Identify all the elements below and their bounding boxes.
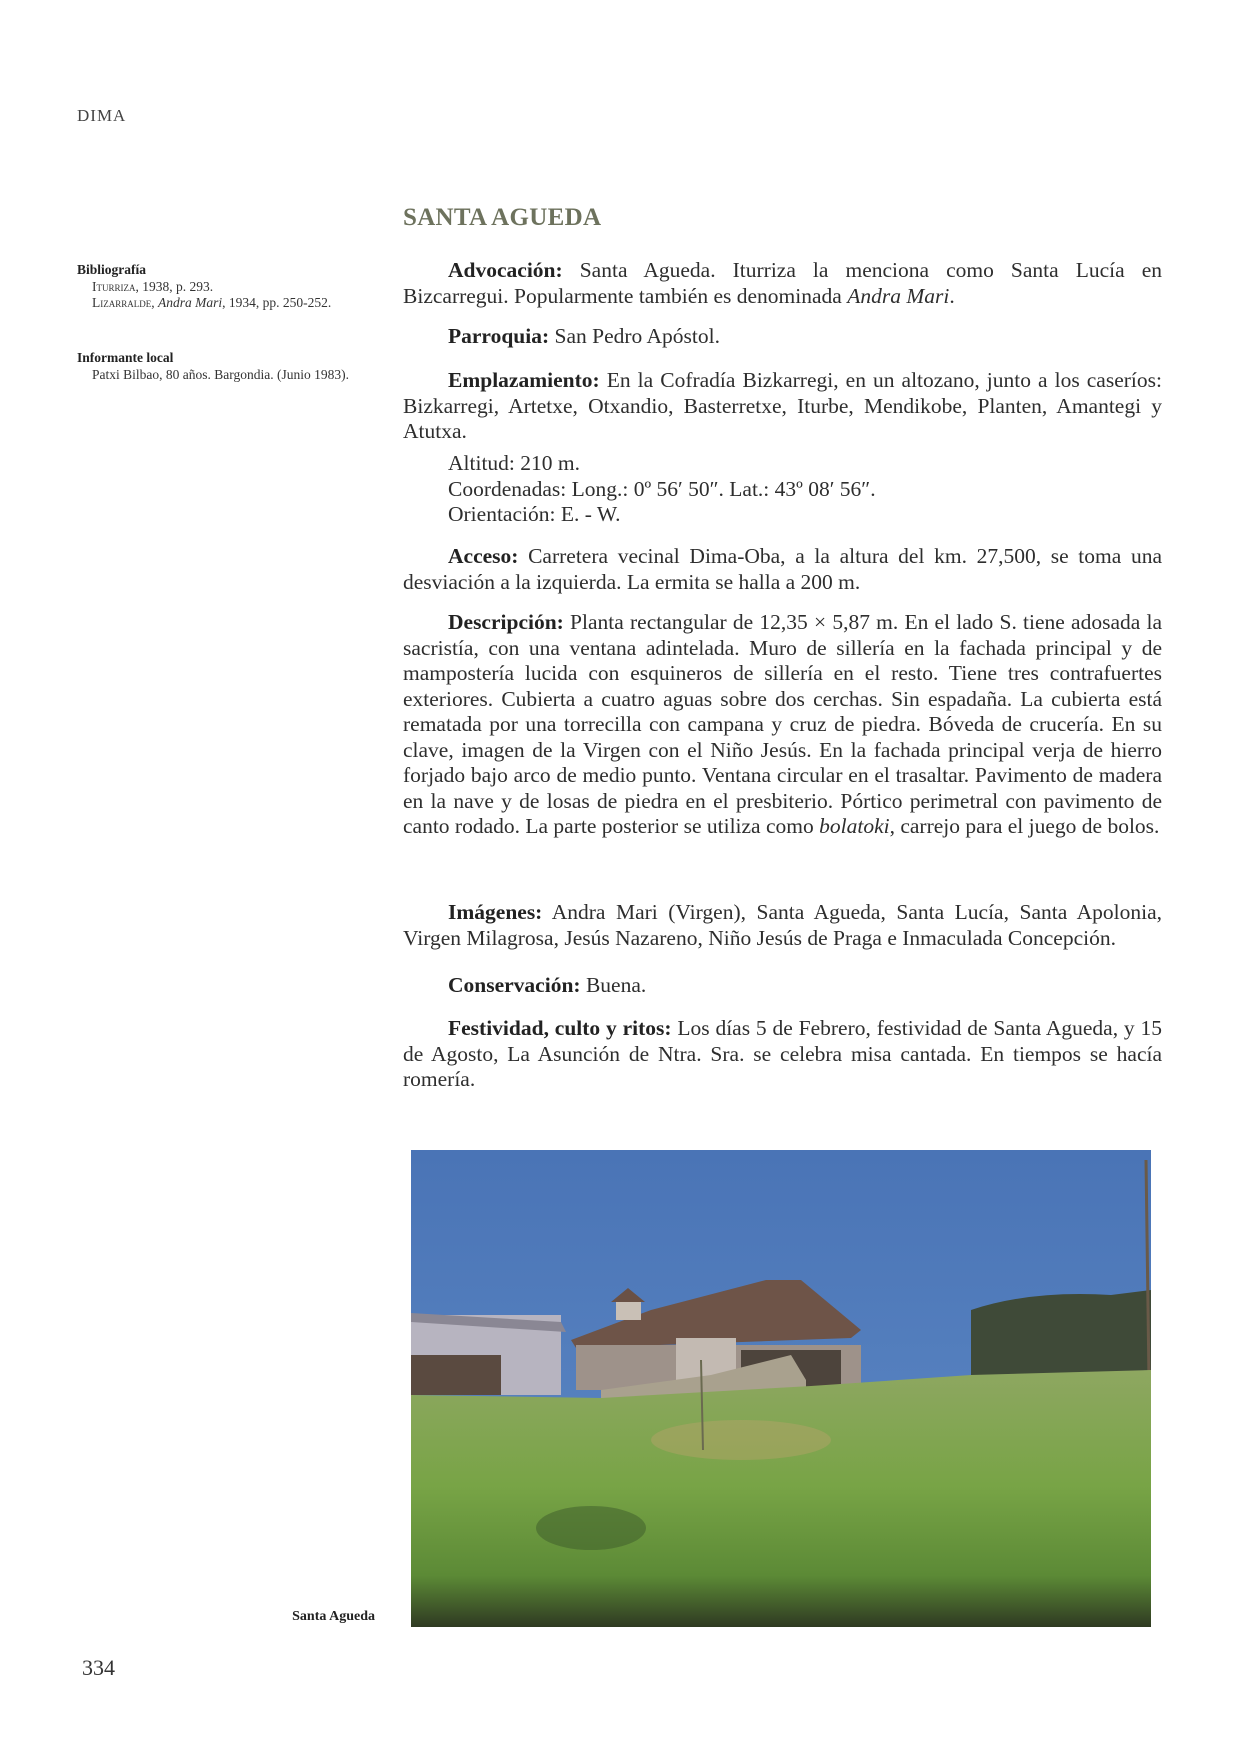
section-advocacion	[403, 258, 1162, 309]
section-parroquia	[403, 324, 1162, 350]
grass-shadow	[536, 1506, 646, 1550]
page-number: 334	[82, 1655, 115, 1680]
text: San Pedro Apóstol.	[549, 324, 720, 348]
italic-text: bolatoki	[819, 814, 890, 838]
informant-text: Patxi Bilbao, 80 años. Bargondia. (Junio 1983).	[92, 366, 349, 382]
bibliography-entry	[77, 295, 377, 312]
label: Conservación:	[448, 973, 581, 997]
orientation: Orientación: E. - W.	[448, 502, 621, 526]
text: Los días 5 de Febrero, festividad de Santa Agueda, y 15 de Agosto, La Asunción de Ntra. Sra. se celebra misa cantada. En tiempos se hacía romería.	[403, 1016, 1162, 1091]
turret-body	[616, 1300, 641, 1320]
label: Acceso:	[448, 544, 519, 568]
hermitage-photo	[411, 1150, 1151, 1627]
text: Buena.	[580, 973, 647, 997]
section-acceso	[403, 544, 1162, 595]
text: Carretera vecinal Dima-Oba, a la altura del km. 27,500, se toma una desviación a la izquierda. La ermita se halla a 200 m.	[403, 544, 1162, 594]
text: Andra Mari (Virgen), Santa Agueda, Santa Lucía, Santa Apolonia, Virgen Milagrosa, Jesús Nazareno, Niño Jesús de Praga e Inmaculada Concepción.	[403, 900, 1162, 950]
citation: , 1934, pp. 250-252.	[222, 295, 332, 310]
bibliography-heading: Bibliografía	[77, 262, 147, 277]
coordinates: Coordenadas: Long.: 0º 56′ 50″. Lat.: 43º 08′ 56″.	[448, 476, 876, 501]
section-descripcion	[403, 610, 1162, 840]
author: Lizarralde	[92, 295, 152, 310]
label: Emplazamiento:	[448, 368, 600, 392]
text: Planta rectangular de 12,35 × 5,87 m. En el lado S. tiene adosada la sacristía, con una ventana adintelada. Muro de sillería en la fachada principal y de mampostería lucida con esquineros de sillería en el resto. Tiene tres contrafuertes exteriores. Cubierta a cuatro aguas sobre dos cerchas. Sin espadaña. La cubierta está rematada por una torrecilla con campana y cruz de piedra. Bóveda de crucería. En su clave, imagen de la Virgen con el Niño Jesús. En la fachada principal verja de hierro forjado bajo arco de medio punto. Ventana circular en el trasaltar. Pavimento de madera en la nave y de losas de piedra en el presbiterio. Pórtico perimetral con pavimento de canto rodado. La parte posterior se utiliza como	[403, 610, 1162, 838]
label: Festividad, culto y ritos:	[448, 1016, 672, 1040]
flower-patch	[651, 1420, 831, 1460]
section-conservacion	[403, 973, 1162, 999]
label: Imágenes:	[448, 900, 543, 924]
hillside	[971, 1290, 1151, 1380]
photo-caption: Santa Agueda	[292, 1609, 375, 1624]
side-building-shadow	[411, 1355, 501, 1395]
italic-text: Andra Mari	[847, 283, 950, 308]
meadow	[411, 1370, 1151, 1627]
label: Parroquia:	[448, 324, 550, 348]
running-head: DIMA	[77, 106, 127, 125]
informant-heading: Informante local	[77, 350, 174, 365]
section-emplazamiento	[403, 368, 1162, 445]
text: En la Cofradía Bizkarregi, en un altozano, junto a los caseríos: Bizkarregi, Artetxe, Otxandio, Basterretxe, Iturbe, Mendikobe, Planten, Amantegi y Atutxa.	[403, 368, 1162, 443]
work-title: Andra Mari	[158, 295, 223, 310]
citation: , 1938, p. 293.	[135, 278, 214, 294]
section-datos	[403, 451, 1207, 528]
section-imagenes	[403, 900, 1162, 951]
text: Santa Agueda. Iturriza la menciona como Santa Lucía en Bizcarregui. Popularmente también es denominada	[403, 258, 1162, 308]
sidebar-bibliography	[77, 262, 377, 312]
altitude: Altitud: 210 m.	[448, 451, 580, 475]
page-title: SANTA AGUEDA	[403, 204, 602, 231]
sidebar-informant	[77, 350, 377, 383]
bibliography-entry	[77, 279, 377, 296]
separator: ,	[151, 295, 158, 310]
text: , carrejo para el juego de bolos.	[889, 814, 1160, 838]
author: Iturriza	[92, 278, 136, 294]
label: Descripción:	[448, 610, 564, 634]
text: .	[949, 283, 955, 308]
label: Advocación:	[448, 258, 563, 282]
section-festividad	[403, 1016, 1162, 1093]
